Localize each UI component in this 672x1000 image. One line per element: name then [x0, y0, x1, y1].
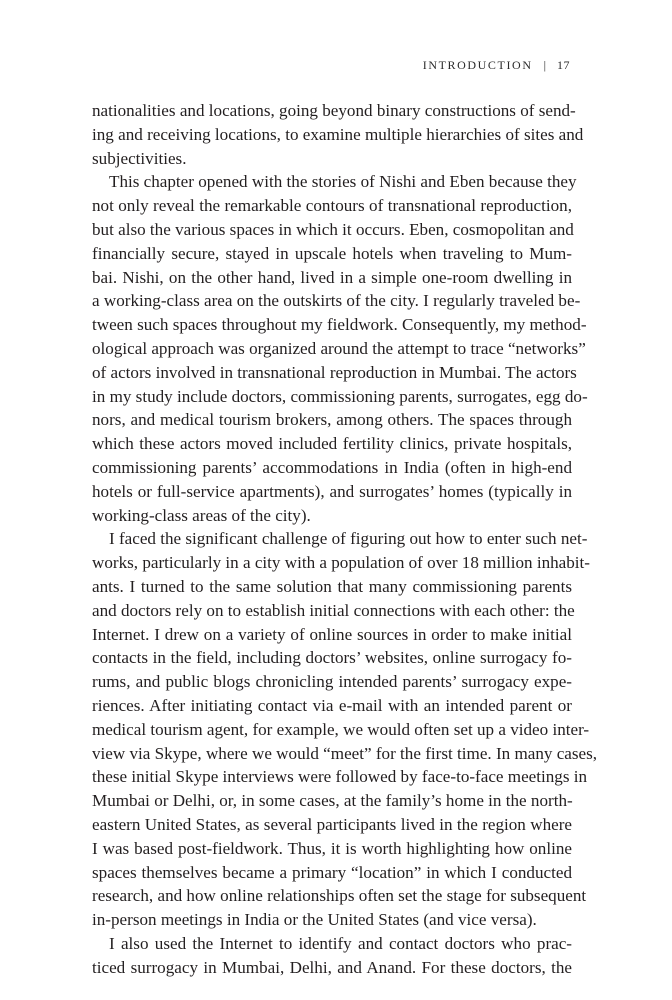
text-line: nors, and medical tourism brokers, among others. The spaces through — [92, 410, 572, 430]
text-line: view via Skype, where we would “meet” for the first time. In many cases, — [92, 743, 598, 763]
text-line: riences. After initiating contact via e-mail with an intended parent or — [92, 695, 572, 715]
text-line: and doctors rely on to establish initial connections with each other: the — [92, 600, 575, 620]
text-line: tween such spaces throughout my fieldwork. Consequently, my method- — [92, 315, 587, 335]
paragraph — [92, 932, 572, 980]
text-line: medical tourism agent, for example, we would often set up a video inter- — [92, 719, 590, 739]
text-line: a working-class area on the outskirts of the city. I regularly traveled be- — [92, 291, 581, 311]
running-head-separator: | — [543, 58, 546, 72]
text-line: ticed surrogacy in Mumbai, Delhi, and Anand. For these doctors, the — [92, 957, 572, 977]
text-line: contacts in the field, including doctors’ websites, online surrogacy fo- — [92, 648, 572, 668]
text-line: spaces themselves became a primary “location” in which I conducted — [92, 862, 572, 882]
text-line: ological approach was organized around the attempt to trace “networks” — [92, 338, 586, 358]
text-line: but also the various spaces in which it occurs. Eben, cosmopolitan and — [92, 219, 574, 239]
paragraph — [92, 99, 584, 170]
running-head — [423, 58, 570, 73]
text-line: This chapter opened with the stories of Nishi and Eben because they — [109, 172, 577, 192]
text-line: Internet. I drew on a variety of online sources in order to make initial — [92, 624, 572, 644]
text-line: in my study include doctors, commissioning parents, surrogates, egg do- — [92, 386, 588, 406]
text-line: nationalities and locations, going beyond binary constructions of send- — [92, 101, 576, 120]
text-line: works, particularly in a city with a population of over 18 million inhabit- — [92, 553, 590, 573]
text-line: financially secure, stayed in upscale hotels when traveling to Mum- — [92, 243, 572, 263]
text-line: eastern United States, as several participants lived in the region where — [92, 814, 572, 834]
text-line: ing and receiving locations, to examine multiple hierarchies of sites and — [92, 124, 584, 144]
paragraph — [92, 170, 588, 527]
text-line: I also used the Internet to identify and contact doctors who prac- — [109, 933, 572, 953]
text-line: working-class areas of the city). — [92, 505, 311, 525]
text-line: Mumbai or Delhi, or, in some cases, at the family’s home in the north- — [92, 791, 573, 811]
text-line: in-person meetings in India or the United States (and vice versa). — [92, 910, 537, 930]
text-line: hotels or full-service apartments), and surrogates’ homes (typically in — [92, 481, 572, 501]
paragraph — [92, 527, 598, 932]
text-line: commissioning parents’ accommodations in India (often in high-end — [92, 457, 572, 477]
running-head-section: INTRODUCTION — [422, 58, 533, 72]
body-text — [92, 99, 598, 979]
text-line: of actors involved in transnational reproduction in Mumbai. The actors — [92, 362, 577, 382]
text-line: which these actors moved included fertility clinics, private hospitals, — [92, 434, 572, 454]
text-line: ants. I turned to the same solution that many commissioning parents — [92, 576, 572, 596]
text-line: not only reveal the remarkable contours of transnational reproduction, — [92, 196, 572, 216]
page-number: 17 — [557, 58, 570, 72]
text-line: I faced the significant challenge of figuring out how to enter such net- — [109, 529, 588, 549]
text-line: rums, and public blogs chronicling intended parents’ surrogacy expe- — [92, 672, 572, 692]
text-line: research, and how online relationships often set the stage for subsequent — [92, 886, 587, 906]
text-line: I was based post-fieldwork. Thus, it is worth highlighting how online — [92, 838, 572, 858]
text-line: these initial Skype interviews were followed by face-to-face meetings in — [92, 767, 588, 787]
text-line: subjectivities. — [92, 148, 187, 168]
text-line: bai. Nishi, on the other hand, lived in a simple one-room dwelling in — [92, 267, 572, 287]
